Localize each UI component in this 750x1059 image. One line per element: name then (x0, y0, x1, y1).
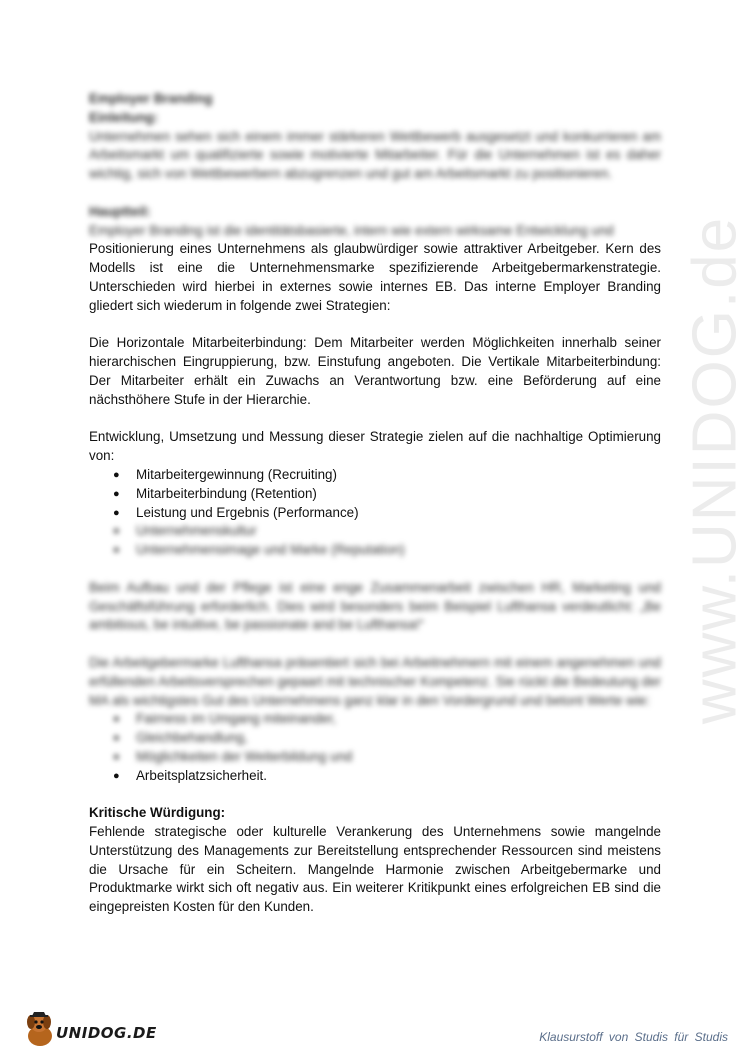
list-item: ● Unternehmensimage und Marke (Reputation) (113, 542, 405, 558)
list-item: ● Gleichbehandlung, (113, 730, 248, 746)
lufthansa-paragraph: Beim Aufbau und der Pflege ist eine enge Zusammenarbeit zwischen HR, Marketing und Geschäftsführung erforderlich. Dies wird besonders beim Beispiel Lufthansa verdeutlicht: „Be ambitious, be intuitive, be passionate and be Lufthansa!“ (89, 579, 661, 633)
critique-heading: Kritische Würdigung: (89, 805, 226, 821)
list-item: ● Fairness im Umgang miteinander, (113, 711, 337, 727)
document-body (89, 90, 661, 917)
list-item: ● Unternehmenskultur (113, 523, 257, 539)
list-item: ● Leistung und Ergebnis (Performance) (113, 504, 359, 520)
document-title: Employer Branding (89, 91, 213, 106)
dog-icon (22, 1010, 58, 1050)
watermark: www.UNIDOG.de (680, 215, 750, 725)
goals-intro: Entwicklung, Umsetzung und Messung dieser Strategie zielen auf die nachhaltige Optimierung von: (89, 429, 661, 464)
intro-heading: Einleitung: (89, 109, 159, 125)
values-list (89, 710, 661, 785)
list-item: ● Mitarbeiterbindung (Retention) (113, 485, 317, 501)
list-item: ● Mitarbeitergewinnung (Recruiting) (113, 466, 337, 482)
main-blurred-line: Employer Branding ist die identitätsbasierte, intern wie extern wirksame Entwicklung und (89, 222, 614, 238)
blurred-intro-section (89, 90, 661, 240)
logo-text: UNIDOG.DE (56, 1024, 157, 1042)
goals-list (89, 466, 661, 560)
footer-slogan: Klausurstoff von Studis für Studis (539, 1030, 728, 1044)
unidog-logo[interactable] (22, 1010, 172, 1050)
strategies-paragraph: Die Horizontale Mitarbeiterbindung: Dem Mitarbeiter werden Möglichkeiten innerhalb seiner hierarchischen Eingruppierung, bzw. Einstufung angeboten. Die Vertikale Mitarbeiterbindung: Der Mitarbeiter erhält ein Zuwachs an Verantwortung bzw. eine Beförderung auf eine nächsthöhere Stufe in der Hierarchie. (89, 335, 661, 407)
main-heading: Hauptteil: (89, 203, 151, 219)
employer-brand-paragraph: Die Arbeitgebermarke Lufthansa präsentiert sich bei Arbeitnehmern mit einem angenehmen und erfüllenden Arbeitsversprechen gepaart mit technischer Kompetenz. Sie rückt die Bedeutung der MA als wichtigstes Gut des Unternehmens ganz klar in den Vordergrund und betont Werte wie: (89, 654, 661, 708)
intro-paragraph: Unternehmen sehen sich einem immer stärkeren Wettbewerb ausgesetzt und konkurrieren am Arbeitsmarkt um qualifizierte sowie motivierte Mitarbeiter. Für die Unternehmen ist es daher wichtig, sich von Wettbewerbern abzugrenzen und gut am Arbeitsmarkt zu positionieren. (89, 128, 661, 182)
list-item: ● Arbeitsplatzsicherheit. (113, 767, 267, 783)
critique-paragraph: Fehlende strategische oder kulturelle Verankerung des Unternehmens sowie mangelnde Unterstützung des Managements zur Bereitstellung entsprechender Ressourcen sind meistens die Ursache für ein Scheitern. Mangelnde Harmonie zwischen Arbeitgebermarke und Produktmarke wirkt sich oft negativ aus. Ein weiterer Kritikpunkt eines erfolgreichen EB sind die eingepreisten Kosten für den Kunden. (89, 824, 661, 915)
blurred-middle-section (89, 579, 661, 711)
main-paragraph: Positionierung eines Unternehmens als glaubwürdiger sowie attraktiver Arbeitgeber. Kern des Modells ist eine die Unternehmensmarke spezifizierende Arbeitgebermarkenstrategie. Unterschieden wird hierbei in externes sowie internes EB. Das interne Employer Branding gliedert sich wiederum in folgende zwei Strategien: (89, 241, 661, 313)
list-item: ● Möglichkeiten der Weiterbildung und (113, 748, 353, 764)
